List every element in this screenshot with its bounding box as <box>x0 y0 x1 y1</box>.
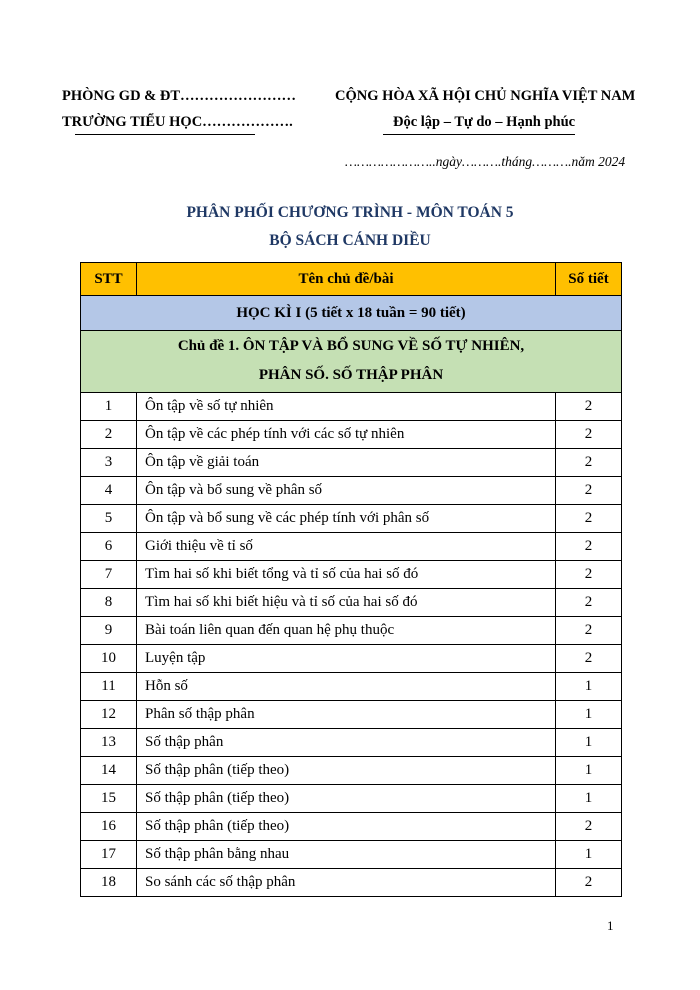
lesson-hours: 2 <box>556 477 622 505</box>
table-row <box>81 533 622 561</box>
lesson-stt: 11 <box>81 673 137 701</box>
lesson-name: Số thập phân (tiếp theo) <box>137 785 556 813</box>
lesson-hours: 2 <box>556 589 622 617</box>
lesson-name: So sánh các số thập phân <box>137 869 556 897</box>
lesson-hours: 2 <box>556 505 622 533</box>
lesson-name: Số thập phân (tiếp theo) <box>137 757 556 785</box>
term-label: HỌC KÌ I (5 tiết x 18 tuần = 90 tiết) <box>81 296 622 331</box>
table-row <box>81 589 622 617</box>
lesson-hours: 1 <box>556 785 622 813</box>
table-row <box>81 869 622 897</box>
curriculum-table <box>80 262 622 897</box>
lesson-stt: 7 <box>81 561 137 589</box>
table-row <box>81 813 622 841</box>
lesson-name: Hỗn số <box>137 673 556 701</box>
date-line: …………………..ngày……….tháng……….năm 2024 <box>345 154 626 169</box>
table-row <box>81 449 622 477</box>
lesson-hours: 2 <box>556 393 622 421</box>
lesson-name: Ôn tập về các phép tính với các số tự nhiên <box>137 421 556 449</box>
lesson-stt: 16 <box>81 813 137 841</box>
lesson-hours: 2 <box>556 645 622 673</box>
lesson-stt: 10 <box>81 645 137 673</box>
table-row <box>81 729 622 757</box>
lesson-stt: 2 <box>81 421 137 449</box>
motto: Độc lập – Tự do – Hạnh phúc <box>393 114 576 130</box>
table-row <box>81 673 622 701</box>
col-header-hours: Số tiết <box>556 263 622 296</box>
lesson-hours: 2 <box>556 449 622 477</box>
lesson-hours: 2 <box>556 617 622 645</box>
table-row <box>81 505 622 533</box>
lesson-hours: 1 <box>556 701 622 729</box>
page-number: 1 <box>607 918 614 933</box>
lesson-stt: 8 <box>81 589 137 617</box>
lesson-stt: 6 <box>81 533 137 561</box>
table-row <box>81 561 622 589</box>
lesson-name: Phân số thập phân <box>137 701 556 729</box>
school-underline <box>75 134 255 135</box>
school-label: TRƯỜNG TIỂU HỌC………………. <box>62 114 293 130</box>
col-header-stt: STT <box>81 263 137 296</box>
nation-title: CỘNG HÒA XÃ HỘI CHỦ NGHĨA VIỆT NAM <box>335 88 636 104</box>
lesson-stt: 12 <box>81 701 137 729</box>
motto-underline <box>383 134 575 135</box>
lesson-name: Ôn tập về số tự nhiên <box>137 393 556 421</box>
lesson-stt: 1 <box>81 393 137 421</box>
lesson-name: Số thập phân (tiếp theo) <box>137 813 556 841</box>
lesson-hours: 2 <box>556 813 622 841</box>
lesson-hours: 1 <box>556 841 622 869</box>
topic-label <box>81 331 622 393</box>
lesson-stt: 5 <box>81 505 137 533</box>
lesson-stt: 13 <box>81 729 137 757</box>
lesson-hours: 2 <box>556 533 622 561</box>
lesson-hours: 1 <box>556 757 622 785</box>
lesson-stt: 17 <box>81 841 137 869</box>
term-row <box>81 296 622 331</box>
lesson-stt: 4 <box>81 477 137 505</box>
lesson-hours: 2 <box>556 869 622 897</box>
topic-row <box>81 331 622 393</box>
document-subtitle: BỘ SÁCH CÁNH DIỀU <box>269 232 431 249</box>
table-row <box>81 421 622 449</box>
lesson-name: Số thập phân <box>137 729 556 757</box>
lesson-stt: 3 <box>81 449 137 477</box>
table-row <box>81 701 622 729</box>
table-header-row <box>81 263 622 296</box>
lesson-stt: 18 <box>81 869 137 897</box>
lesson-name: Ôn tập về giải toán <box>137 449 556 477</box>
lesson-name: Ôn tập và bổ sung về các phép tính với phân số <box>137 505 556 533</box>
lesson-name: Tìm hai số khi biết tổng và tỉ số của hai số đó <box>137 561 556 589</box>
table-row <box>81 785 622 813</box>
lesson-stt: 15 <box>81 785 137 813</box>
lesson-hours: 2 <box>556 561 622 589</box>
lesson-name: Bài toán liên quan đến quan hệ phụ thuộc <box>137 617 556 645</box>
topic-line-1: Chủ đề 1. ÔN TẬP VÀ BỔ SUNG VỀ SỐ TỰ NHIÊN, <box>177 338 525 354</box>
topic-line-2: PHÂN SỐ. SỐ THẬP PHÂN <box>258 367 444 383</box>
lesson-name: Ôn tập và bổ sung về phân số <box>137 477 556 505</box>
department-label: PHÒNG GD & ĐT…………………… <box>62 88 297 104</box>
document-title: PHÂN PHỐI CHƯƠNG TRÌNH - MÔN TOÁN 5 <box>186 204 514 221</box>
table-row <box>81 841 622 869</box>
table-row <box>81 393 622 421</box>
lesson-stt: 9 <box>81 617 137 645</box>
lesson-name: Giới thiệu về tỉ số <box>137 533 556 561</box>
lesson-name: Tìm hai số khi biết hiệu và tỉ số của hai số đó <box>137 589 556 617</box>
table-row <box>81 757 622 785</box>
lesson-hours: 1 <box>556 673 622 701</box>
lesson-name: Luyện tập <box>137 645 556 673</box>
table-row <box>81 645 622 673</box>
col-header-name: Tên chủ đề/bài <box>137 263 556 296</box>
table-row <box>81 477 622 505</box>
lesson-stt: 14 <box>81 757 137 785</box>
table-row <box>81 617 622 645</box>
lesson-hours: 2 <box>556 421 622 449</box>
lesson-hours: 1 <box>556 729 622 757</box>
lesson-name: Số thập phân bằng nhau <box>137 841 556 869</box>
